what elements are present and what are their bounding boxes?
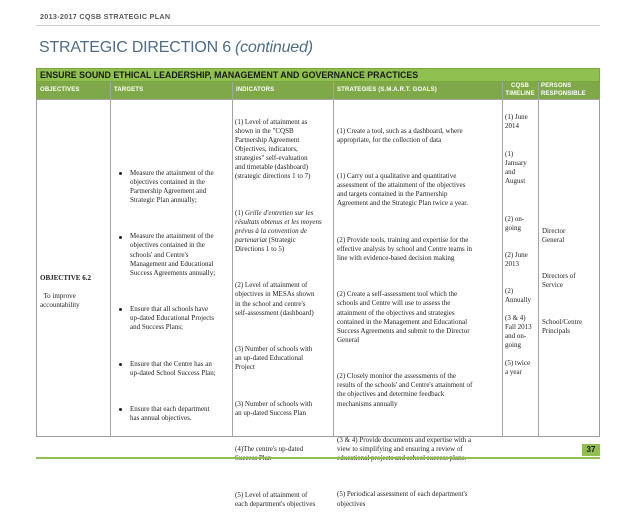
- column-header-row: [36, 82, 600, 99]
- target-item: [130, 232, 216, 277]
- person-item: Directors of Service: [542, 272, 576, 290]
- indicator-suffix: (Strategic Directions 1 to 5): [235, 235, 296, 253]
- column-header-indicators: INDICATORS: [236, 86, 275, 93]
- objective-label: OBJECTIVE 6.2: [40, 273, 91, 282]
- indicator-item: (2) Level of attainment of objectives in MESAs shown in the school and centre's self-assessment (dashboard): [235, 281, 315, 317]
- column-divider: [502, 82, 503, 437]
- target-item: [130, 360, 216, 378]
- indicator-item: (1) Level of attainment as shown in the "CQSB Partnership Agreement Objectives, indicators, strategies" self-evaluation and timetable (dashboard) (strategic directions 1 to 7): [235, 117, 311, 181]
- indicator-prefix: (1): [235, 208, 245, 217]
- column-header-timeline: CQSB TIMELINE: [505, 83, 535, 97]
- timeline-item: (2) June 2013: [505, 250, 528, 268]
- timeline-item: (5) twice a year: [505, 358, 531, 376]
- target-text: Measure the attainment of the objectives contained in the schools' and Centre's Management and Educational Success Agreements annually;: [130, 232, 216, 277]
- timeline-item: (1) January and August: [505, 149, 527, 185]
- page-title-suffix: (continued): [234, 39, 313, 56]
- page-number: 37: [586, 445, 596, 454]
- indicator-item: [235, 209, 322, 254]
- bullet-icon: [119, 172, 122, 175]
- plan-label: 2013-2017 CQSB STRATEGIC PLAN: [40, 12, 171, 21]
- person-item: School/Centre Principals: [542, 317, 583, 335]
- column-header-persons: PERSONS RESPONSIBLE: [541, 83, 586, 97]
- page-title-main: STRATEGIC DIRECTION 6: [39, 39, 231, 56]
- persons-list: [542, 209, 582, 355]
- column-divider: [333, 82, 334, 437]
- timeline-item: (3 & 4) Fall 2013 and on- going: [505, 313, 532, 349]
- indicator-item: (5) Level of attainment of each department's objectives: [235, 490, 316, 508]
- strategy-item: (1) Create a tool, such as a dashboard, where appropriate, for the collection of data: [337, 126, 463, 144]
- footer-rule: [36, 457, 600, 459]
- target-list: [130, 151, 216, 442]
- column-header-strategies: STRATEGIES (S.M.A.R.T. GOALS): [337, 86, 437, 93]
- strategy-item: (1) Carry out a qualitative and quantitative assessment of the attainment of the objectives and targets contained in the Partnership Agreement and the Strategic Plan twice a year.: [337, 172, 469, 208]
- strategy-item: (3 & 4) Provide documents and expertise with a view to simplifying and ensuring a review of: [337, 435, 472, 453]
- target-item: [130, 405, 216, 423]
- strategy-item: (2) Closely monitor the assessments of the results of the schools' and Centre's attainment of the objectives and determine feedback mechanisms annually: [337, 372, 473, 408]
- target-text: Ensure that each department has annual objectives.: [130, 405, 210, 423]
- timeline-item: (2) on- going: [505, 214, 525, 232]
- strategy-item: (5) Periodical assessment of each department's objectives: [337, 490, 468, 508]
- page-title: [39, 39, 313, 57]
- column-header-targets: TARGETS: [114, 86, 144, 93]
- target-text: Ensure that the Centre has an up-dated School Success Plan;: [130, 359, 216, 377]
- target-item: [130, 305, 216, 332]
- indicator-french-title: Grille d'entretien sur les résultats obtenus et les moyens prévus à la convention de partenariat: [235, 208, 322, 244]
- column-divider: [538, 82, 539, 437]
- target-item: [130, 169, 216, 205]
- strategy-item: (2) Provide tools, training and expertise for the effective analysis by school and Centre teams in line with evidence-based decision making: [337, 235, 472, 262]
- objective-text: To improve accountability: [40, 291, 80, 309]
- column-divider: [232, 82, 233, 437]
- indicator-item: (3) Number of schools with an up-dated Success Plan: [235, 399, 313, 417]
- timeline-item: (2) Annually: [505, 286, 532, 304]
- section-band-title: ENSURE SOUND ETHICAL LEADERSHIP, MANAGEMENT AND GOVERNANCE PRACTICES: [40, 70, 419, 80]
- target-text: Measure the attainment of the objectives contained in the Partnership Agreement and Strategic Plan annually;: [130, 168, 214, 204]
- header-rule: [36, 25, 600, 26]
- timeline-item: (1) June 2014: [505, 112, 528, 130]
- column-divider: [110, 82, 111, 437]
- strategy-item: (2) Create a self-assessment tool which the schools and Centre will use to assess the attainment of the objectives and strategies contained in the Management and Educational Success Agreements and submit to the Director General: [337, 290, 470, 344]
- bullet-icon: [119, 363, 122, 366]
- objective-cell: [40, 256, 91, 311]
- bullet-icon: [119, 236, 122, 239]
- column-header-objectives: OBJECTIVES: [40, 86, 80, 93]
- indicator-list: [235, 100, 322, 527]
- target-text: Ensure that all schools have up-dated Educational Projects and Success Plans;: [130, 305, 214, 332]
- indicator-item: (4)The centre's up-dated: [235, 445, 304, 454]
- indicator-item: (3) Number of schools with an up-dated Educational Project: [235, 345, 313, 372]
- strategy-list: [337, 109, 472, 527]
- person-item: Director General: [542, 226, 566, 244]
